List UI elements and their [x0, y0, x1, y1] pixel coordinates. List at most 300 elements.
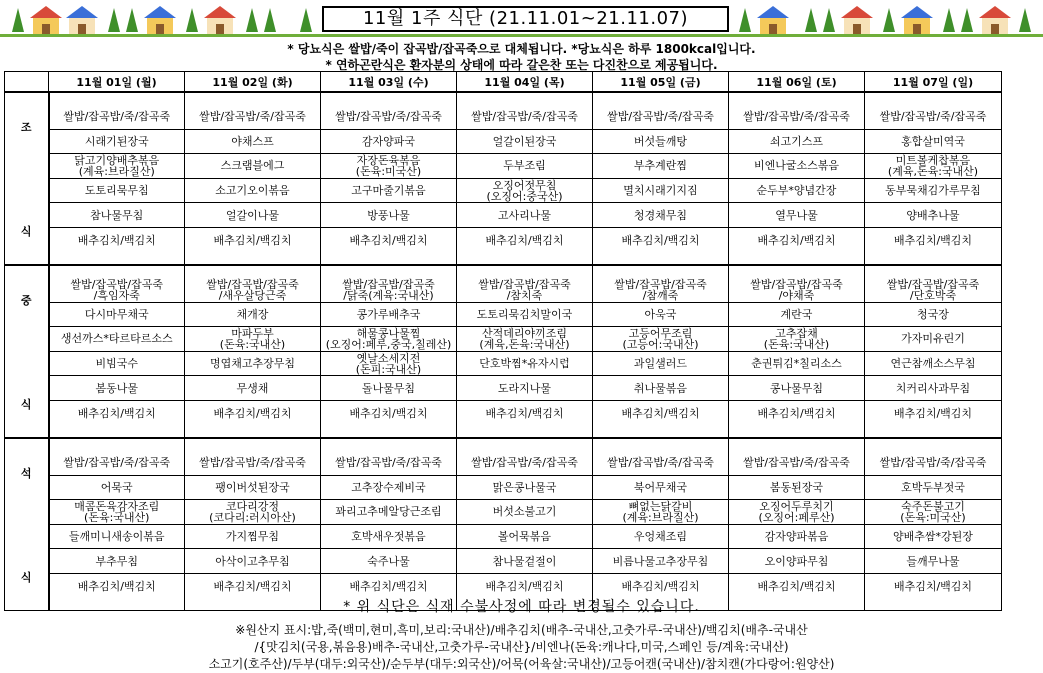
dish-item: [729, 451, 864, 476]
origin-line: /{맛김치(국용,볶음용)배추-국내산,고춧가루-국내산}/비엔나(돈육:캐나다,미국,스페인 등/계육:국내산): [254, 640, 789, 654]
dish-item: [729, 574, 864, 599]
dish-name: 명엽채고추장무침: [209, 357, 295, 370]
dish-name: 가지찜무침: [225, 530, 280, 543]
dish-name: 부추계란찜: [633, 159, 688, 173]
dish-item: [321, 500, 456, 525]
dish-name: 과일샐러드: [633, 357, 688, 370]
dish-item: [185, 130, 320, 155]
dish-item: [865, 130, 1001, 155]
dish-name: 배추김치/백김치: [757, 406, 836, 420]
dish-item: [321, 352, 456, 377]
dish-name: 맑은콩나물국: [492, 480, 557, 494]
dish-item: [50, 574, 185, 599]
dish-item: [457, 203, 592, 228]
dish-name: 배추김치/백김치: [213, 233, 292, 247]
dish-name: 쌀밥/잡곡밥/잡곡죽 /야채죽: [750, 277, 843, 302]
dish-item: [865, 105, 1001, 130]
dish-name: 비름나물고추장무침: [612, 554, 709, 568]
dish-item: [865, 278, 1001, 303]
dish-name: 오징어두루치기 (오징어:페루산): [758, 500, 835, 524]
dish-name: 도토리묵김치말이국: [476, 307, 573, 321]
dish-name: 배추김치/백김치: [621, 579, 700, 593]
dish-item: [185, 376, 320, 401]
meal-label-bottom: 식: [20, 570, 32, 584]
day-menu-cell: [729, 265, 865, 438]
decorative-village-illustration-left: [0, 2, 318, 36]
dish-name: 어묵국: [100, 480, 133, 494]
dish-name: 버섯소불고기: [492, 505, 557, 519]
dish-name: 쌀밥/잡곡밥/죽/잡곡죽: [607, 456, 714, 470]
dish-name: 봄동나물: [95, 381, 138, 395]
dish-item: [321, 451, 456, 476]
dish-name: 순두부*양념간장: [756, 184, 837, 197]
day-menu-cell: [185, 92, 321, 265]
dish-name: 비엔나굴소스볶음: [753, 159, 839, 173]
dish-name: 무생채: [236, 381, 269, 395]
dish-item: [865, 574, 1001, 599]
dish-item: [729, 327, 864, 352]
dish-name: 감자양파볶음: [764, 530, 829, 543]
dish-item: [185, 401, 320, 426]
dish-name: 산적데리야끼조림 (계육,돈육:국내산): [479, 327, 570, 351]
dish-item: [593, 549, 728, 574]
dish-item: [593, 376, 728, 401]
dish-name: 양배추쌈*강된장: [893, 530, 973, 543]
dish-item: [185, 154, 320, 179]
dish-name: 동부묵채김가루무침: [885, 184, 981, 197]
day-menu-cell: [729, 438, 865, 611]
dish-item: [457, 476, 592, 501]
dish-item: [185, 574, 320, 599]
dish-name: 매콤돈육감자조림 (돈육:국내산): [74, 500, 160, 524]
meal-label-top: 조: [20, 120, 32, 134]
day-menu-cell: [321, 92, 457, 265]
meal-label: [5, 92, 49, 265]
menu-change-notice: * 위 식단은 식재 수불사정에 따라 변경될수 있습니다.: [343, 599, 700, 615]
dish-name: 쌀밥/잡곡밥/죽/잡곡죽: [199, 110, 306, 124]
dish-item: [593, 203, 728, 228]
dish-name: 배추김치/백김치: [485, 233, 564, 247]
dish-name: 쌀밥/잡곡밥/죽/잡곡죽: [63, 110, 171, 124]
day-menu-cell: [593, 265, 729, 438]
dish-name: 배추김치/백김치: [621, 233, 700, 247]
page-title: 11월 1주 식단 (21.11.01~21.11.07): [322, 6, 729, 32]
dish-item: [321, 154, 456, 179]
dish-item: [729, 228, 864, 253]
dish-item: [865, 376, 1001, 401]
dish-item: [457, 451, 592, 476]
dish-item: [457, 352, 592, 377]
dish-name: 들깨미니새송이볶음: [68, 530, 165, 543]
dish-name: 단호박찜*유자시럽: [479, 357, 570, 370]
dish-item: [865, 327, 1001, 352]
dish-item: [865, 525, 1001, 550]
dish-name: 호박두부젓국: [901, 480, 965, 494]
dish-name: 쌀밥/잡곡밥/죽/잡곡죽: [743, 110, 850, 124]
decorative-village-illustration-right: [733, 2, 1043, 36]
dish-item: [50, 549, 185, 574]
dish-name: 참나물겉절이: [492, 554, 557, 568]
dish-name: 아욱국: [644, 307, 677, 321]
dish-name: 배추김치/백김치: [77, 406, 156, 420]
dish-item: [321, 278, 456, 303]
dish-item: [50, 476, 185, 501]
dish-name: 미트볼케찹볶음 (계육,돈육:국내산): [887, 154, 979, 178]
dish-item: [729, 154, 864, 179]
dish-item: [50, 154, 185, 179]
dish-item: [185, 327, 320, 352]
dish-item: [593, 401, 728, 426]
dish-item: [185, 476, 320, 501]
dish-name: 스크램블에그: [220, 159, 285, 173]
dish-item: [457, 303, 592, 328]
day-menu-cell: [729, 92, 865, 265]
dish-item: [50, 401, 185, 426]
dish-item: [321, 327, 456, 352]
day-menu-cell: [593, 438, 729, 611]
dish-name: 배추김치/백김치: [213, 406, 292, 420]
dish-item: [457, 327, 592, 352]
dish-name: 취나물볶음: [633, 381, 688, 395]
dish-item: [50, 203, 185, 228]
dish-item: [321, 130, 456, 155]
day-menu-cell: [321, 265, 457, 438]
dish-item: [50, 130, 185, 155]
dish-name: 오징어젓무침 (오징어:중국산): [486, 178, 563, 203]
dish-name: 쌀밥/잡곡밥/잡곡죽 /흑임자죽: [70, 277, 163, 302]
dish-item: [50, 451, 185, 476]
dish-item: [865, 451, 1001, 476]
dish-name: 쌀밥/잡곡밥/죽/잡곡죽: [743, 456, 850, 470]
dish-item: [865, 549, 1001, 574]
dish-item: [50, 500, 185, 525]
day-menu-cell: [185, 265, 321, 438]
dish-name: 숙주돈불고기 (돈육:미국산): [900, 500, 966, 524]
day-menu-cell: [49, 92, 185, 265]
meal-row-lunch: [5, 265, 1002, 438]
meal-label-top: 석: [20, 466, 32, 480]
dish-item: [185, 179, 320, 204]
meal-label-bottom: 식: [20, 224, 32, 238]
dish-name: 배추김치/백김치: [349, 406, 428, 420]
dish-item: [593, 303, 728, 328]
dish-item: [729, 401, 864, 426]
dish-name: 볼어묵볶음: [497, 530, 552, 543]
dish-item: [185, 228, 320, 253]
dish-name: 뼈없는닭갈비 (계육:브라질산): [622, 500, 699, 524]
dish-name: 쌀밥/잡곡밥/죽/잡곡죽: [879, 456, 987, 470]
dish-item: [50, 105, 185, 130]
dish-item: [593, 525, 728, 550]
dish-item: [457, 525, 592, 550]
dish-item: [321, 105, 456, 130]
dish-name: 배추김치/백김치: [757, 579, 836, 593]
dish-item: [593, 476, 728, 501]
dish-item: [729, 105, 864, 130]
dish-name: 청경채무침: [633, 208, 688, 222]
meal-label: [5, 438, 49, 611]
dish-name: 치커리사과무침: [895, 381, 971, 395]
origin-line: ※원산지 표시:밥,죽(백미,현미,흑미,보리:국내산)/배추김치(배추-국내산,고춧가루-국내산)/백김치(배추-국내산: [235, 623, 808, 637]
dish-item: [321, 401, 456, 426]
dish-item: [729, 303, 864, 328]
dish-name: 도토리묵무침: [84, 184, 149, 197]
dish-name: 쌀밥/잡곡밥/잡곡죽 /참치죽: [478, 277, 571, 302]
dish-item: [865, 476, 1001, 501]
dish-item: [185, 203, 320, 228]
dish-name: 부추무침: [95, 554, 138, 568]
dish-name: 배추김치/백김치: [893, 233, 973, 247]
dish-item: [321, 376, 456, 401]
origin-labeling: [0, 622, 1043, 673]
dish-item: [457, 154, 592, 179]
dish-item: [729, 352, 864, 377]
dish-name: 쌀밥/잡곡밥/잡곡죽 /단호박죽: [886, 277, 980, 302]
dish-name: 감자양파국: [361, 134, 416, 148]
dish-item: [729, 179, 864, 204]
dish-name: 소고기오이볶음: [215, 184, 290, 197]
dish-item: [457, 401, 592, 426]
dish-name: 쇠고기스프: [769, 134, 824, 148]
dish-item: [593, 500, 728, 525]
dish-name: 북어무채국: [633, 480, 688, 494]
dish-name: 쌀밥/잡곡밥/죽/잡곡죽: [879, 110, 987, 124]
dish-item: [185, 500, 320, 525]
meal-row-dinner: [5, 438, 1002, 611]
day-header: 11월 01일 (월): [49, 72, 185, 93]
dish-name: 다시마무채국: [84, 307, 149, 321]
dish-name: 배추김치/백김치: [77, 233, 156, 247]
dish-item: [865, 352, 1001, 377]
day-menu-cell: [185, 438, 321, 611]
dish-name: 코다리강정 (코다리:러시아산): [209, 500, 296, 524]
dish-item: [321, 203, 456, 228]
dish-name: 생선까스*타르타르소스: [60, 332, 173, 346]
dish-name: 쌀밥/잡곡밥/죽/잡곡죽: [63, 456, 171, 470]
corner-cell: [5, 72, 49, 93]
dish-name: 쌀밥/잡곡밥/잡곡죽 /닭죽(계육:국내산): [342, 277, 435, 302]
dish-item: [321, 525, 456, 550]
dish-item: [185, 303, 320, 328]
dish-item: [50, 327, 185, 352]
meal-label-bottom: 식: [20, 397, 32, 411]
dish-item: [457, 105, 592, 130]
notice-diabetic-meal: * 당뇨식은 쌀밥/죽이 잡곡밥/잡곡죽으로 대체됩니다. *당뇨식은 하루 1800kcal입니다.: [287, 42, 756, 56]
dish-item: [729, 130, 864, 155]
dish-item: [865, 179, 1001, 204]
dish-name: 홍합살미역국: [901, 134, 965, 148]
day-header: 11월 02일 (화): [185, 72, 321, 93]
weekly-menu-table: [4, 71, 1002, 611]
dish-name: 양배추나물: [906, 208, 960, 222]
dish-name: 도라지나물: [497, 381, 552, 395]
dish-item: [50, 352, 185, 377]
dish-name: 옛날소세지전 (돈피:국내산): [355, 351, 422, 376]
dish-name: 봄동된장국: [769, 480, 824, 494]
dish-item: [185, 352, 320, 377]
day-header: 11월 04일 (목): [457, 72, 593, 93]
dish-name: 쌀밥/잡곡밥/죽/잡곡죽: [335, 456, 442, 470]
dish-name: 열무나물: [775, 208, 818, 222]
decorative-ground-line: [0, 34, 1043, 37]
dish-item: [50, 376, 185, 401]
meal-row-breakfast: [5, 92, 1002, 265]
dish-name: 쌀밥/잡곡밥/죽/잡곡죽: [199, 456, 306, 470]
dish-name: 춘권튀김*칠리소스: [751, 357, 842, 370]
dish-name: 연근참깨소스무침: [890, 357, 976, 370]
dish-item: [593, 574, 728, 599]
dish-name: 쌀밥/잡곡밥/죽/잡곡죽: [607, 110, 714, 124]
dish-item: [185, 451, 320, 476]
dish-name: 시래기된장국: [84, 134, 149, 148]
day-header: 11월 05일 (금): [593, 72, 729, 93]
dish-item: [729, 500, 864, 525]
dish-item: [865, 228, 1001, 253]
day-menu-cell: [593, 92, 729, 265]
dish-name: 숙주나물: [367, 554, 410, 568]
day-header: 11월 07일 (일): [865, 72, 1002, 93]
dish-item: [865, 303, 1001, 328]
dish-item: [185, 105, 320, 130]
dish-name: 고등어무조림 (고등어:국내산): [622, 327, 699, 351]
dish-item: [729, 376, 864, 401]
dish-name: 콩나물무침: [769, 381, 824, 395]
origin-line: 소고기(호주산)/두부(대두:외국산)/순두부(대두:외국산)/어묵(어육살:국내산)/고등어캔(국내산)/참치캔(가다랑어:원양산): [208, 657, 835, 671]
dish-item: [729, 476, 864, 501]
dish-item: [457, 500, 592, 525]
dish-item: [457, 376, 592, 401]
dish-item: [593, 105, 728, 130]
dish-item: [593, 451, 728, 476]
dish-item: [50, 278, 185, 303]
dish-name: 쌀밥/잡곡밥/죽/잡곡죽: [335, 110, 442, 124]
dish-item: [593, 278, 728, 303]
dish-name: 얼갈이나물: [225, 208, 280, 222]
dish-item: [457, 574, 592, 599]
dish-name: 청국장: [917, 307, 949, 321]
day-menu-cell: [49, 438, 185, 611]
dish-name: 배추김치/백김치: [893, 406, 973, 420]
dish-name: 배추김치/백김치: [77, 579, 156, 593]
dish-name: 배추김치/백김치: [349, 579, 428, 593]
dish-name: 들깨무나물: [906, 554, 960, 568]
day-menu-cell: [49, 265, 185, 438]
dish-item: [729, 203, 864, 228]
dish-name: 야채스프: [231, 134, 274, 148]
day-menu-cell: [865, 92, 1002, 265]
day-menu-cell: [457, 92, 593, 265]
dish-item: [593, 130, 728, 155]
dish-item: [321, 574, 456, 599]
day-menu-cell: [321, 438, 457, 611]
dish-name: 우엉채조림: [633, 530, 688, 543]
dish-name: 쌀밥/잡곡밥/죽/잡곡죽: [471, 456, 578, 470]
dish-name: 배추김치/백김치: [621, 406, 700, 420]
day-header-row: [5, 72, 1002, 93]
dish-item: [457, 228, 592, 253]
dish-item: [593, 352, 728, 377]
day-header: 11월 03일 (수): [321, 72, 457, 93]
dish-name: 고사리나물: [497, 208, 552, 222]
dish-item: [457, 278, 592, 303]
dish-name: 자장돈육볶음 (돈육:미국산): [355, 154, 422, 178]
dish-name: 아삭이고추무침: [215, 554, 290, 568]
dish-item: [50, 228, 185, 253]
meal-label: [5, 265, 49, 438]
dish-item: [593, 154, 728, 179]
dish-item: [729, 525, 864, 550]
dish-name: 쌀밥/잡곡밥/잡곡죽 /새우살당근죽: [206, 277, 299, 302]
day-menu-cell: [457, 438, 593, 611]
dish-name: 계란국: [780, 307, 813, 321]
dish-name: 돌나물무침: [361, 381, 416, 395]
dish-name: 닭고기양배추볶음 (계육:브라질산): [74, 154, 160, 178]
dish-item: [50, 525, 185, 550]
dish-name: 배추김치/백김치: [349, 233, 428, 247]
dish-name: 쌀밥/잡곡밥/잡곡죽 /참깨죽: [614, 277, 707, 302]
dish-item: [321, 179, 456, 204]
dish-name: 채개장: [236, 307, 269, 321]
dish-name: 멸치시래기지짐: [623, 184, 698, 197]
dish-item: [321, 228, 456, 253]
dish-name: 마파두부 (돈육:국내산): [219, 327, 286, 351]
notice-dysphagia-meal: * 연하곤란식은 환자분의 상태에 따라 갈은찬 또는 다진찬으로 제공됩니다.: [325, 58, 718, 72]
dish-item: [593, 179, 728, 204]
day-menu-cell: [457, 265, 593, 438]
dish-name: 콩가루배추국: [356, 307, 421, 321]
dish-name: 호박새우젓볶음: [351, 530, 426, 543]
dish-name: 고추장수제비국: [351, 480, 426, 494]
dish-name: 배추김치/백김치: [213, 579, 292, 593]
dish-name: 팽이버섯된장국: [215, 480, 290, 494]
dish-item: [729, 278, 864, 303]
dish-item: [865, 401, 1001, 426]
day-header: 11월 06일 (토): [729, 72, 865, 93]
dish-item: [729, 549, 864, 574]
dish-item: [50, 303, 185, 328]
dish-item: [185, 525, 320, 550]
day-menu-cell: [865, 265, 1002, 438]
dish-name: 두부조림: [503, 159, 546, 173]
dish-name: 배추김치/백김치: [757, 233, 836, 247]
dish-item: [865, 203, 1001, 228]
dish-name: 오이양파무침: [764, 554, 829, 568]
dish-item: [865, 500, 1001, 525]
dish-item: [321, 476, 456, 501]
dish-name: 해물콩나물찜 (오징어:페루,중국,칠레산): [325, 327, 452, 351]
dish-name: 배추김치/백김치: [893, 579, 973, 593]
dish-name: 가자미유린기: [901, 332, 965, 346]
dish-name: 고추잡채 (돈육:국내산): [763, 327, 830, 351]
dish-name: 비빔국수: [95, 357, 138, 370]
dish-name: 배추김치/백김치: [485, 579, 564, 593]
dish-name: 얼갈이된장국: [492, 134, 557, 148]
dish-name: 꽈리고추메알당근조림: [335, 505, 442, 519]
day-menu-cell: [865, 438, 1002, 611]
dish-item: [593, 327, 728, 352]
dish-item: [321, 303, 456, 328]
dish-item: [185, 278, 320, 303]
dish-item: [50, 179, 185, 204]
dish-item: [593, 228, 728, 253]
dish-name: 버섯들깨탕: [633, 134, 688, 148]
dish-name: 고구마줄기볶음: [351, 184, 426, 197]
dish-item: [321, 549, 456, 574]
dish-item: [185, 549, 320, 574]
dish-item: [457, 130, 592, 155]
dish-item: [457, 549, 592, 574]
meal-label-top: 중: [20, 293, 32, 307]
